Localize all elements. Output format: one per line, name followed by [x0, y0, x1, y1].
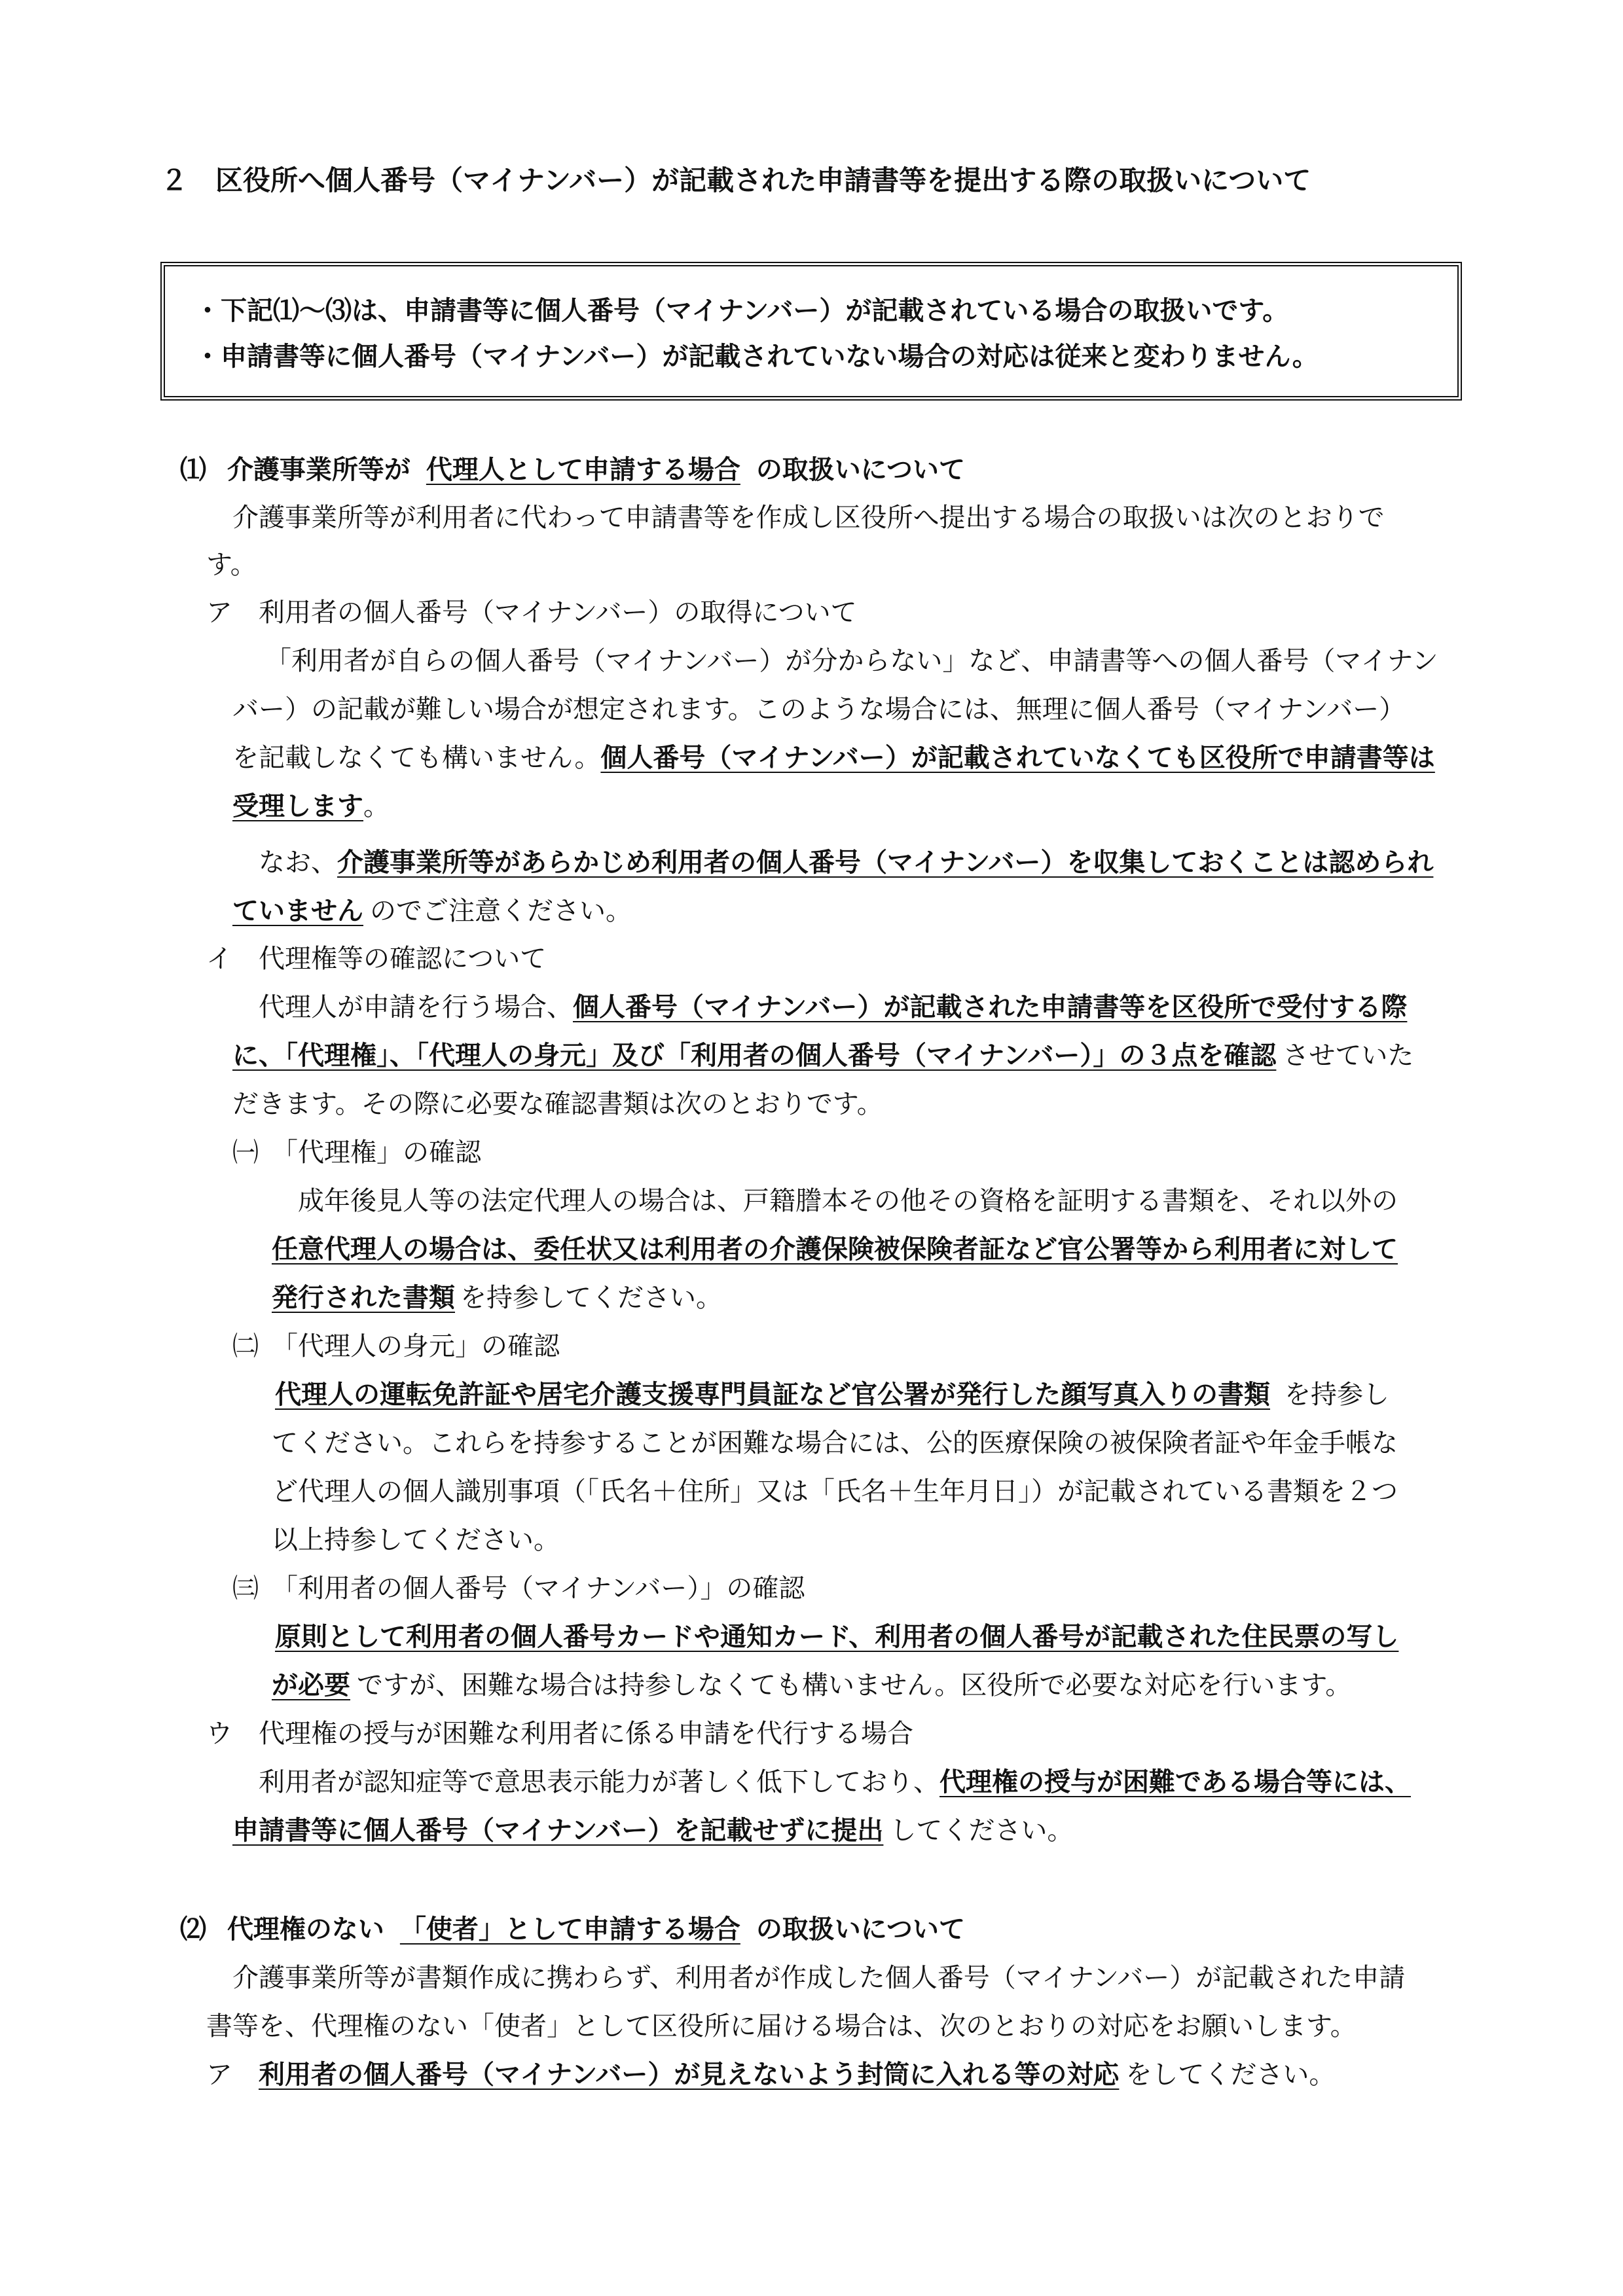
- section-1-intro-line-2: す。: [206, 550, 257, 580]
- notice-line-2: ・申請書等に個人番号（マイナンバー）が記載されていない場合の対応は従来と変わりません。: [194, 342, 1319, 372]
- section-2-intro-line-1: 介護事業所等が書類作成に携わらず、利用者が作成した個人番号（マイナンバー）が記載された申請: [232, 1963, 1406, 1993]
- emphasis-run: 代理人の運転免許証や居宅介護支援専門員証など官公署が発行した顔写真入りの書類: [275, 1380, 1270, 1410]
- subsection-u-heading: ウ 代理権の授与が困難な利用者に係る申請を代行する場合: [206, 1719, 913, 1749]
- section-2-item-a: [206, 2056, 1335, 2093]
- section-2-heading-tail: の取扱いについて: [756, 1914, 966, 1945]
- item-mark: ア: [206, 2060, 232, 2090]
- item-ku-line-1: [275, 1619, 1398, 1655]
- section-2-number: ⑵: [180, 1914, 206, 1945]
- notice-line-1: ・下記⑴～⑶は、申請書等に個人番号（マイナンバー）が記載されている場合の取扱いです。: [194, 296, 1289, 326]
- section-2-heading-text: 代理権のない: [227, 1914, 384, 1945]
- section-1-number: ⑴: [180, 455, 206, 485]
- section-1-intro-line-1: 介護事業所等が利用者に代わって申請書等を作成し区役所へ提出する場合の取扱いは次のとおりで: [232, 503, 1385, 533]
- section-1-heading-tail: の取扱いについて: [756, 455, 966, 485]
- subsection-a-heading: ア 利用者の個人番号（マイナンバー）の取得について: [206, 598, 857, 628]
- text-run: ですが、困難な場合は持参しなくても構いません。区役所で必要な対応を行います。: [357, 1670, 1352, 1700]
- notice-box: [160, 262, 1462, 401]
- emphasis-run: 代理権の授与が困難である場合等には、: [939, 1767, 1411, 1797]
- text-run: してください。: [890, 1816, 1074, 1846]
- text-run: を記載しなくても構いません。: [232, 743, 601, 773]
- emphasis-run: 任意代理人の場合は、委任状又は利用者の介護保険被保険者証など官公署等から利用者に対して: [272, 1234, 1398, 1265]
- subsection-i-heading: イ 代理権等の確認について: [206, 944, 547, 974]
- text-run: させていた: [1283, 1041, 1414, 1071]
- emphasis-run: 受理します: [232, 791, 363, 821]
- subsection-a-p1-line-3: [232, 740, 1435, 776]
- text-run: のでご注意ください。: [370, 896, 632, 926]
- emphasis-run: が必要: [272, 1670, 350, 1700]
- item-ka-line-3: [272, 1280, 722, 1316]
- subsection-a-p1-line-1: 「利用者が自らの個人番号（マイナンバー）が分からない」など、申請書等への個人番号（マイナン: [265, 646, 1438, 676]
- section-2-intro-line-2: 書等を、代理権のない「使者」として区役所に届ける場合は、次のとおりの対応をお願いします。: [206, 2011, 1357, 2041]
- subsection-u-line-2: [232, 1812, 1073, 1849]
- subsection-a-p1-line-2: バー）の記載が難しい場合が想定されます。このような場合には、無理に個人番号（マイナンバー）: [232, 694, 1406, 725]
- item-ku-heading: ㈢ 「利用者の個人番号（マイナンバー）」の確認: [232, 1573, 805, 1604]
- section-2-heading: [180, 1911, 965, 1948]
- item-ki-line-4: 以上持参してください。: [272, 1525, 560, 1555]
- text-run: を持参し: [1285, 1380, 1389, 1410]
- page-title: ２ 区役所へ個人番号（マイナンバー）が記載された申請書等を提出する際の取扱いについて: [160, 164, 1311, 196]
- emphasis-run: に、「代理権」、「代理人の身元」及び「利用者の個人番号（マイナンバー）」の３点を確認: [232, 1041, 1277, 1071]
- subsection-i-p1-line-3: だきます。その際に必要な確認書類は次のとおりです。: [232, 1089, 883, 1119]
- item-ki-heading: ㈡ 「代理人の身元」の確認: [232, 1331, 560, 1361]
- text-run: を持参してください。: [460, 1283, 722, 1313]
- item-ki-line-3: ど代理人の個人識別事項（「氏名＋住所」又は「氏名＋生年月日」）が記載されている書類を２つ: [272, 1477, 1398, 1507]
- emphasis-run: ていません: [232, 896, 363, 926]
- section-1-heading-emphasis: 代理人として申請する場合: [426, 455, 740, 485]
- text-run: なお、: [259, 848, 337, 878]
- emphasis-run: 発行された書類: [272, 1283, 455, 1313]
- emphasis-run: 申請書等に個人番号（マイナンバー）を記載せずに提出: [232, 1816, 884, 1846]
- section-1-heading: [180, 452, 965, 488]
- section-2-heading-emphasis: 「使者」として申請する場合: [399, 1914, 740, 1945]
- item-ki-line-1: [275, 1376, 1389, 1413]
- emphasis-run: 個人番号（マイナンバー）が記載された申請書等を区役所で受付する際: [573, 992, 1408, 1022]
- subsection-a-p2-line-1: [259, 844, 1433, 881]
- subsection-i-p1-line-1: [259, 989, 1407, 1026]
- item-ka-line-2: [272, 1231, 1398, 1268]
- emphasis-run: 個人番号（マイナンバー）が記載されていなくても区役所で申請書等は: [600, 743, 1435, 773]
- subsection-i-p1-line-2: [232, 1037, 1413, 1074]
- item-ka-line-1: 成年後見人等の法定代理人の場合は、戸籍謄本その他その資格を証明する書類を、それ以外の: [298, 1186, 1398, 1216]
- subsection-u-line-1: [259, 1764, 1411, 1801]
- item-ka-heading: ㈠ 「代理権」の確認: [232, 1138, 481, 1168]
- text-run: 代理人が申請を行う場合、: [259, 992, 573, 1022]
- text-run: 利用者が認知症等で意思表示能力が著しく低下しており、: [259, 1767, 939, 1797]
- emphasis-run: 介護事業所等があらかじめ利用者の個人番号（マイナンバー）を収集しておくことは認められ: [337, 848, 1434, 878]
- subsection-a-p2-line-2: [232, 893, 632, 929]
- text-run: をしてください。: [1125, 2060, 1336, 2090]
- subsection-a-p1-line-4: [232, 788, 390, 825]
- emphasis-run: 利用者の個人番号（マイナンバー）が見えないよう封筒に入れる等の対応: [259, 2060, 1120, 2090]
- section-1-heading-text: 介護事業所等が: [227, 455, 410, 485]
- item-ku-line-2: [272, 1667, 1351, 1704]
- emphasis-run: 原則として利用者の個人番号カードや通知カード、利用者の個人番号が記載された住民票の写し: [275, 1622, 1399, 1652]
- text-run: 。: [363, 791, 390, 821]
- item-ki-line-2: てください。これらを持参することが困難な場合には、公的医療保険の被保険者証や年金手帳な: [272, 1428, 1398, 1458]
